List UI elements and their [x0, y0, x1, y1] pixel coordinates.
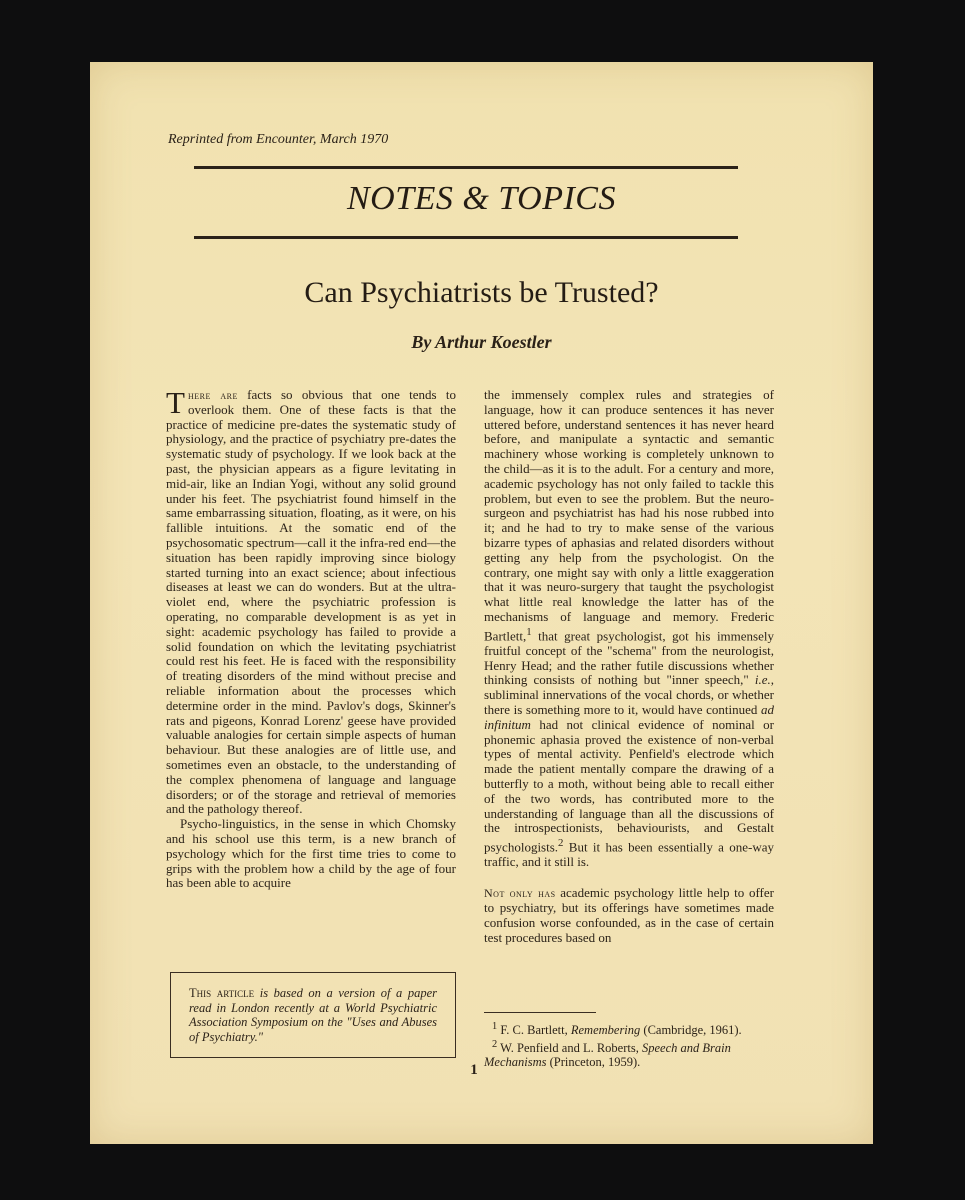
paragraph-1-text: facts so obvious that one tends to overlook them. One of these facts is that the practice of medicine pre-dates the systematic study of physiology, and the practice of psychiatry pre-dates the systematic study of psychology. If we look back at the past, the physician appears as a figure levitating in mid-air, like an Indian Yogi, without any solid ground under his feet. The psychiatrist found himself in the same embarrassing situation, floating, as it were, on his fallible intuitions. At the somatic end of the psychosomatic spectrum—call it the infra-red end—the situation has been rapidly improving since biology started turning into an exact science; about infectious diseases at least we can do wonders. But at the ultra-violet end, where the psychiatric profession is operating, no comparable development is as yet in sight: academic psychology has failed to provide a solid foundation on which the levitating psychiatrist could rest his feet. He is faced with the responsibility of treating disorders of the mind without precise and reliable information about the processes which determine order in the mind. Pavlov's dogs, Skinner's rats and pigeons, Konrad Lorenz' geese have provided valuable analogies for certain simple aspects of human behaviour. But these analogies are of little use, and sometimes even an obstacle, to the understanding of the complex phenomena of language and language disorders; or of the storage and retrieval of memories and the pathology thereof. [166, 387, 456, 817]
footnote-1-text-b: (Cambridge, 1961). [640, 1023, 742, 1038]
article-title: Can Psychiatrists be Trusted? [304, 276, 659, 309]
footnote-2 [484, 1038, 774, 1070]
note-text: is based on a version of a paper read in London recently at a World Psychiatric Association Symposium on the "Uses and Abuses of Psychiatry." [189, 986, 438, 1044]
paragraph-1 [166, 385, 456, 817]
paragraph-4-small-caps: Not only has [484, 886, 556, 901]
footnote-1-number: 1 [492, 1021, 498, 1032]
footnote-2-text-a: W. Penfield and L. Roberts, [497, 1040, 642, 1055]
reprint-note: Reprinted from Encounter, March 1970 [168, 132, 389, 147]
left-column [166, 385, 456, 891]
footnotes [484, 1020, 774, 1070]
footnote-rule [484, 1012, 596, 1013]
note-lead: This article [189, 986, 255, 1000]
paragraph-3-text-d: had not clinical evidence of nominal or phonemic aphasia proved the existence of non-verbal types of mental activity. Penfield's electrode which made the patient mentally compare the drawing of a butterfly to a moth, without being able to recall either of the two words, has contributed more to the understanding of language than all the discussions of the introspectionists, behaviourists, and Gestalt psychologists. [484, 716, 774, 855]
paragraph-4 [484, 886, 774, 945]
drop-cap: T [166, 385, 185, 420]
ie-italic: i.e. [754, 672, 771, 688]
paragraph-3-text-b: that great psychologist, got his immensely fruitful concept of the "schema" from the neurologist, Henry Head; and the rather futile discussions whether thinking consists of nothing but "inner speech," [484, 628, 774, 688]
footnote-ref-2: 2 [558, 837, 564, 850]
bottom-rule [194, 236, 738, 239]
editor-note-box [170, 972, 456, 1058]
footnote-ref-1: 1 [526, 625, 532, 638]
article-byline: By Arthur Koestler [411, 332, 552, 352]
reprint-page [90, 62, 873, 1144]
footnote-2-number: 2 [492, 1038, 498, 1050]
footnote-2-text-b: (Princeton, 1959). [546, 1055, 641, 1070]
opening-small-caps: here are [187, 388, 238, 402]
top-rule [194, 166, 738, 169]
right-column [484, 388, 774, 945]
page-number: 1 [470, 1062, 478, 1078]
section-heading: NOTES & TOPICS [347, 180, 616, 217]
ad-infinitum-italic: ad infinitum [484, 702, 774, 732]
paragraph-3-text-e: But it has been essentially a one-way traffic, and it still is. [484, 839, 774, 870]
paragraph-4-text: academic psychology little help to offer to psychiatry, but its offerings have sometimes made confusion worse confounded, as in the case of certain test procedures based on [484, 885, 774, 945]
paragraph-2: Psycho-linguistics, in the sense in which Chomsky and his school use this term, is a new branch of psychology which for the first time tries to come to grips with the problem how a child by the age of four has been able to acquire [166, 816, 456, 891]
paragraph-3-text-c: , subliminal innervations of the vocal chords, or whether there is something more to it, would have continued [484, 672, 774, 718]
footnote-1-text-a: F. C. Bartlett, [497, 1023, 571, 1038]
footnote-2-title: Speech and Brain Mechanisms [484, 1040, 731, 1070]
paragraph-3-text-a: the immensely complex rules and strategies of language, how it can produce sentences it has never uttered before, understand sentences it has never heard before, and manipulate a syntactic and semantic machinery whose working is completely unknown to the child—as it is to the adult. For a century and more, academic psychology has not only failed to tackle this problem, but even to see the problem. But the neuro-surgeon and psychiatrist has had his nose rubbed into it; and he had to try to make sense of the various bizarre types of aphasias and related disorders without getting any help from the psychologist. On the contrary, one might say with only a little exaggeration that it was neuro-surgery that taught the psychologist what little real knowledge the latter has of the mechanisms of language and memory. Frederic Bartlett, [484, 387, 774, 644]
paragraph-gap [484, 870, 774, 886]
paragraph-3 [484, 388, 774, 870]
footnote-1-title: Remembering [570, 1023, 641, 1038]
footnote-1 [484, 1020, 774, 1038]
